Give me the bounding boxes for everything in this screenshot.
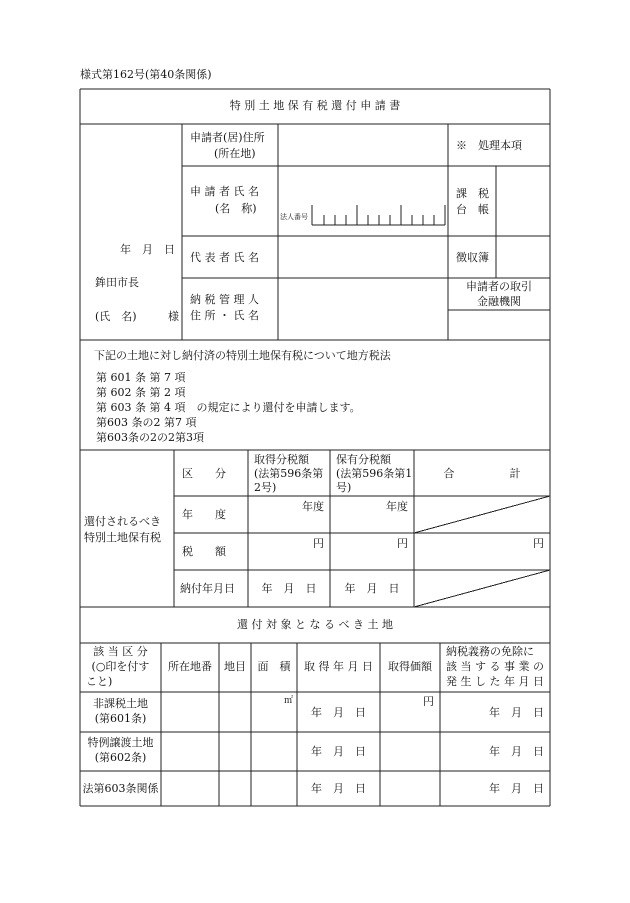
addressee-city: 鉾田市長 [95,276,139,289]
statement-line: 第 602 条 第 2 項 [96,386,186,399]
land-col-exempt-2: 該 当 す る 事 業 の [446,660,544,673]
land-acq-date: 年 月 日 [311,706,366,719]
land-row-sublabel: (第602条) [94,751,147,764]
land-exempt-date: 年 月 日 [489,745,544,758]
land-row-label: 法第603条関係 [82,782,159,795]
land-section-title: 還 付 対 象 と な る べ き 土 地 [237,618,393,631]
land-row-label: 非課税土地 [93,697,148,710]
refund-total-yen-unit: 円 [533,537,544,550]
tax-admin-field[interactable] [279,279,447,339]
applicant-address-field[interactable] [279,125,447,165]
refund-row-year: 年 度 [182,508,226,521]
applicant-address-label: 申請者(居)住所 [190,131,265,144]
applicant-name-field[interactable] [279,167,447,203]
land-price-unit: 円 [423,695,434,708]
corporate-number-field[interactable] [312,205,445,225]
refund-hold-paid-date: 年 月 日 [344,582,400,595]
applicant-name-label: 申 請 者 氏 名 [190,185,259,198]
corporate-number-label: 法人番号 [280,213,308,221]
land-col-acq-price: 取得価額 [388,660,432,673]
tax-admin-label-1: 納 税 管 理 人 [190,293,259,306]
land-exempt-date: 年 月 日 [489,782,544,795]
land-col-area: 面 積 [257,660,291,673]
representative-label: 代 表 者 氏 名 [190,251,259,264]
tax-admin-label-2: 住 所 ・ 氏 名 [190,309,259,322]
land-col-category-2: (○印を付す [91,660,150,673]
land-area-unit: ㎡ [283,696,293,706]
land-acq-date: 年 月 日 [311,745,366,758]
addressee-honorific: 様 [168,310,179,323]
refund-col-hold-3: 号) [336,481,352,494]
land-col-category-1: 該 当 区 分 [93,645,148,658]
applicant-name-sub: (名 称) [215,202,257,215]
land-col-category-3: こと) [86,675,113,688]
land-col-type: 地目 [224,660,246,673]
refund-col-total: 合 計 [443,467,521,480]
statement-line: 第 603 条 第 4 項 の規定により還付を申請します。 [96,401,361,414]
refund-acq-paid-date: 年 月 日 [261,582,317,595]
refund-acq-year-unit: 年度 [302,500,324,513]
bank-label-2: 金融機関 [477,295,521,308]
applicant-address-sub: (所在地) [214,147,256,160]
land-row-label: 特例譲渡土地 [87,736,154,749]
land-col-lot: 所在地番 [168,660,212,673]
land-acq-date: 年 月 日 [311,782,366,795]
land-exempt-date: 年 月 日 [489,706,544,719]
refund-row-tax: 税 額 [182,545,226,558]
land-col-exempt-1: 納税義務の免除に [446,645,534,658]
processing-note: ※ 処理本項 [456,139,522,152]
land-col-exempt-3: 発 生 し た 年 月 日 [446,675,544,688]
refund-col-acq-1: 取得分税額 [254,453,309,466]
date-label: 年 月 日 [120,243,175,256]
addressee-name-label: (氏 名) [95,310,137,323]
refund-section-label-1: 還付されるべき [84,515,161,528]
collection-book-label: 徴収簿 [456,251,489,264]
refund-section-label-2: 特別土地保有税 [84,531,161,544]
refund-col-acq-3: 2号) [254,481,277,494]
representative-field[interactable] [279,237,447,277]
refund-hold-year-unit: 年度 [386,500,408,513]
ledger-label-1: 課 税 [456,187,489,200]
statement-intro: 下記の土地に対し納付済の特別土地保有税について地方税法 [94,349,391,362]
statement-line: 第 601 条 第 7 項 [96,371,186,384]
bank-label-1: 申請者の取引 [466,280,532,293]
form-number: 様式第162号(第40条関係) [80,68,212,81]
refund-hold-yen-unit: 円 [397,537,408,550]
land-col-acq-date: 取 得 年 月 日 [304,660,373,673]
refund-col-category: 区 分 [182,467,226,480]
refund-col-hold-1: 保有分税額 [336,453,391,466]
refund-acq-yen-unit: 円 [313,537,324,550]
statement-line: 第603条の2の2第3項 [96,431,204,444]
refund-col-hold-2: (法第596条第1 [336,467,413,480]
form-title: 特 別 土 地 保 有 税 還 付 申 請 書 [229,99,401,112]
refund-row-paid: 納付年月日 [180,582,235,595]
refund-col-acq-2: (法第596条第 [254,467,324,480]
land-row-sublabel: (第601条) [94,712,147,725]
statement-line: 第603 条の2 第7 項 [96,416,197,429]
ledger-label-2: 台 帳 [456,203,489,216]
